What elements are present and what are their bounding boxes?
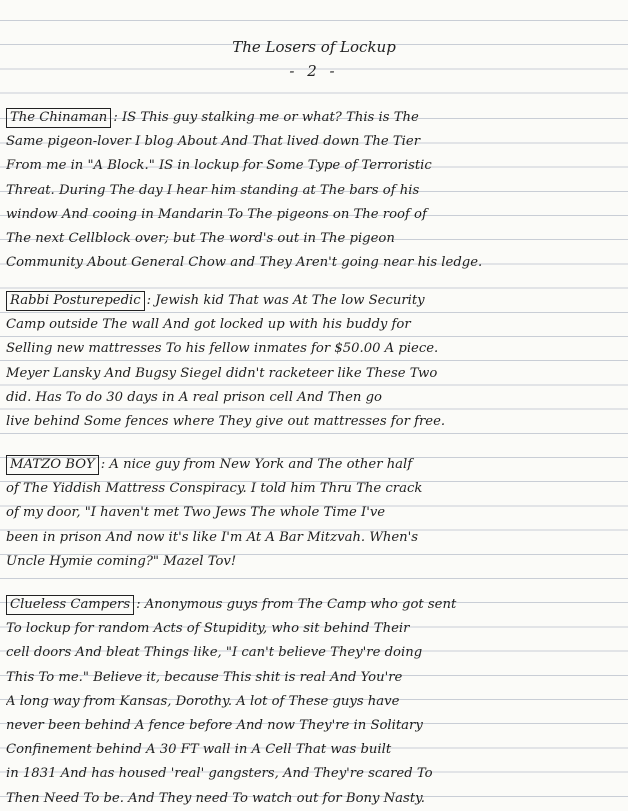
- entry-label: Rabbi Posturepedic: [6, 291, 145, 311]
- entry-line: The next Cellblock over; but The word's out in The pigeon: [6, 230, 395, 246]
- entry-line: of my door, "I haven't met Two Jews The whole Time I've: [6, 505, 386, 521]
- entry-rabbi-posturepedic: [6, 289, 618, 434]
- entry-line: Community About General Chow and They Aren't going near his ledge.: [6, 255, 483, 271]
- entry-line: of The Yiddish Mattress Conspiracy. I told him Thru The crack: [6, 481, 423, 497]
- entry-line: Meyer Lansky And Bugsy Siegel didn't racketeer like These Two: [6, 365, 438, 381]
- entry-line: : Jewish kid That was At The low Security: [146, 293, 425, 308]
- entry-line: A long way from Kansas, Dorothy. A lot of These guys have: [6, 693, 400, 709]
- entry-label: The Chinaman: [6, 108, 111, 128]
- entry-line: Selling new mattresses To his fellow inmates for $50.00 A piece.: [6, 341, 439, 357]
- entry-line: To lockup for random Acts of Stupidity, who sit behind Their: [6, 621, 410, 637]
- entry-line: From me in "A Block." IS in lockup for Some Type of Terroristic: [6, 158, 432, 174]
- entry-line: did. Has To do 30 days in A real prison cell And Then go: [6, 389, 382, 405]
- entry-line: Confinement behind A 30 FT wall in A Cell That was built: [6, 742, 392, 758]
- entry-the-chinaman: [6, 106, 618, 275]
- entry-line: never been behind A fence before And now They're in Solitary: [6, 717, 423, 733]
- entry-line: Uncle Hymie coming?" Mazel Tov!: [6, 553, 237, 569]
- entry-line: : Anonymous guys from The Camp who got sent: [136, 597, 457, 612]
- entry-line: cell doors And bleat Things like, "I can't believe They're doing: [6, 645, 423, 661]
- entry-clueless-campers: [6, 593, 618, 811]
- entry-label: MATZO BOY: [6, 455, 99, 475]
- entry-line: Same pigeon-lover I blog About And That lived down The Tier: [6, 134, 421, 150]
- entry-line: window And cooing in Mandarin To The pigeons on The roof of: [6, 206, 427, 222]
- entry-line: Camp outside The wall And got locked up with his buddy for: [6, 317, 411, 333]
- entry-matzo-boy: [6, 453, 618, 574]
- entry-line: : IS This guy stalking me or what? This is The: [113, 110, 419, 125]
- entry-line: This To me." Believe it, because This shit is real And You're: [6, 669, 403, 685]
- entry-line: in 1831 And has housed 'real' gangsters, And They're scared To: [6, 766, 433, 782]
- entry-line: live behind Some fences where They give out mattresses for free.: [6, 413, 446, 429]
- entry-line: been in prison And now it's like I'm At A Bar Mitzvah. When's: [6, 529, 419, 545]
- entry-line: Threat. During The day I hear him standing at The bars of his: [6, 182, 420, 198]
- entry-line: Then Need To be. And They need To watch out for Bony Nasty.: [6, 790, 426, 806]
- page-number: - 2 -: [289, 62, 339, 80]
- entry-line: : A nice guy from New York and The other half: [100, 457, 413, 472]
- entry-label: Clueless Campers: [6, 595, 134, 615]
- page-title: The Losers of Lockup: [232, 38, 396, 56]
